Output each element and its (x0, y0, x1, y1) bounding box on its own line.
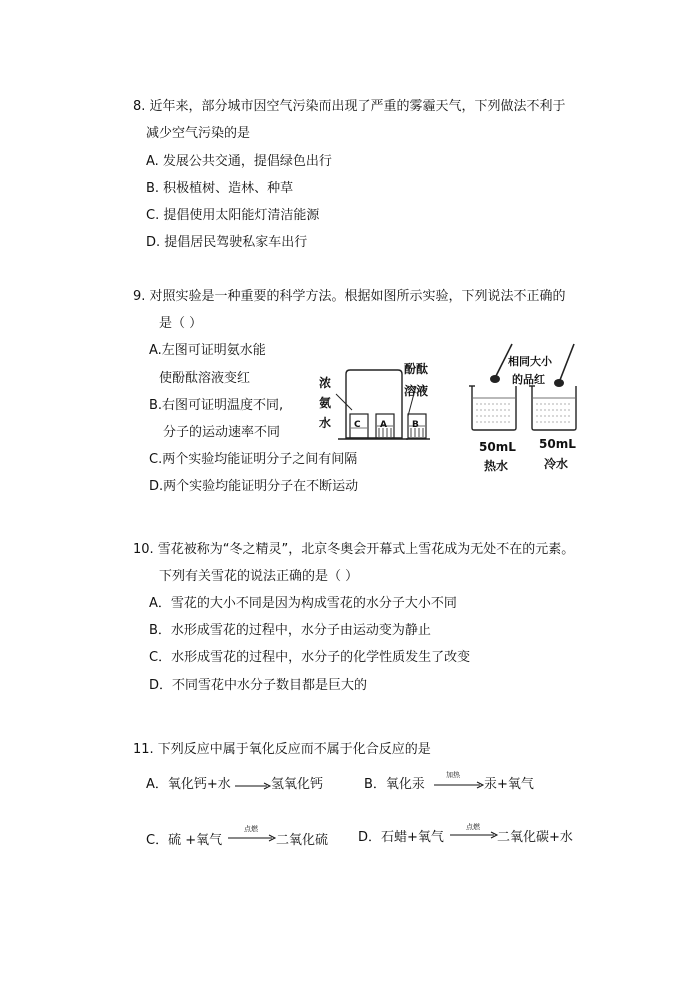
q8-option-c: C. 提倡使用太阳能灯清洁能源 (146, 208, 320, 223)
q9-option-a-line1: A.左图可证明氨水能 (149, 343, 266, 358)
q11-c-reactants: C．硫 +氧气 (146, 833, 223, 848)
hot-water-label: 热水 (484, 459, 509, 473)
beaker-a-label: A (380, 420, 387, 430)
q9-option-b-line2: 分子的运动速率不同 (163, 425, 281, 440)
q10-option-c: C．水形成雪花的过程中，水分子的化学性质发生了改变 (149, 650, 471, 665)
q10-stem-line1: 10. 雪花被称为“冬之精灵”，北京冬奥会开幕式上雪花成为无处不在的元素。 (133, 542, 575, 557)
q8-option-d: D. 提倡居民驾驶私家车出行 (146, 235, 308, 250)
label-fenti-2: 溶液 (404, 384, 429, 398)
q10-option-b: B．水形成雪花的过程中，水分子由运动变为静止 (149, 623, 431, 638)
label-nongan-3: 水 (319, 416, 332, 430)
beaker-c-label: C (354, 420, 361, 430)
q10-option-d: D．不同雪花中水分子数目都是巨大的 (149, 678, 368, 693)
q10-stem-line2: 下列有关雪花的说法正确的是（ ） (159, 569, 359, 584)
q11-b-reactants: B．氧化汞 (364, 777, 425, 792)
q11-b-condition: 加热 (446, 771, 460, 779)
q9-stem-line1: 9. 对照实验是一种重要的科学方法。根据如图所示实验，下列说法不正确的 (133, 289, 566, 304)
q8-option-b: B. 积极植树、造林、种草 (146, 181, 294, 196)
q11-b-products: 汞+氧气 (484, 777, 534, 792)
label-same-size-1: 相同大小 (508, 355, 552, 368)
beaker-b-label: B (412, 420, 419, 430)
q10-option-a: A．雪花的大小不同是因为构成雪花的水分子大小不同 (149, 596, 457, 611)
label-same-size-2: 的品红 (512, 373, 545, 386)
q11-d-reactants: D．石蜡+氧气 (358, 830, 444, 845)
hot-water-volume: 50mL (479, 440, 516, 454)
label-nongan-1: 浓 (319, 376, 332, 390)
q11-d-condition: 点燃 (466, 823, 480, 831)
q11-a-reactants: A．氧化钙+水 (146, 777, 231, 792)
q8-stem-line1: 8. 近年来，部分城市因空气污染而出现了严重的雾霾天气，下列做法不利于 (133, 99, 566, 114)
q11-c-products: 二氧化硫 (276, 833, 329, 848)
q9-stem-line2: 是（ ） (159, 316, 203, 331)
q9-option-d: D.两个实验均能证明分子在不断运动 (149, 479, 359, 494)
q11-d-products: 二氧化碳+水 (497, 830, 573, 845)
q9-option-b-line1: B.右图可证明温度不同, (149, 398, 284, 413)
q9-option-c: C.两个实验均能证明分子之间有间隔 (149, 452, 358, 467)
q11-c-condition: 点燃 (244, 825, 258, 833)
ammonia-apparatus-drawing (336, 366, 436, 446)
cold-water-volume: 50mL (539, 437, 576, 451)
q11-d-arrow-icon (450, 831, 498, 839)
q11-stem: 11. 下列反应中属于氧化反应而不属于化合反应的是 (133, 742, 431, 757)
q8-stem-line2: 减少空气污染的是 (146, 126, 251, 141)
q8-option-a: A. 发展公共交通，提倡绿色出行 (146, 154, 332, 169)
q11-a-arrow-icon (235, 782, 271, 790)
q11-a-products: 氢氧化钙 (271, 777, 324, 792)
q11-b-arrow-icon (434, 781, 484, 789)
label-fenti-1: 酚酞 (404, 362, 429, 376)
q11-c-arrow-icon (228, 834, 276, 842)
label-nongan-2: 氨 (319, 396, 332, 410)
cold-water-label: 冷水 (544, 457, 569, 471)
q9-option-a-line2: 使酚酞溶液变红 (159, 371, 251, 386)
